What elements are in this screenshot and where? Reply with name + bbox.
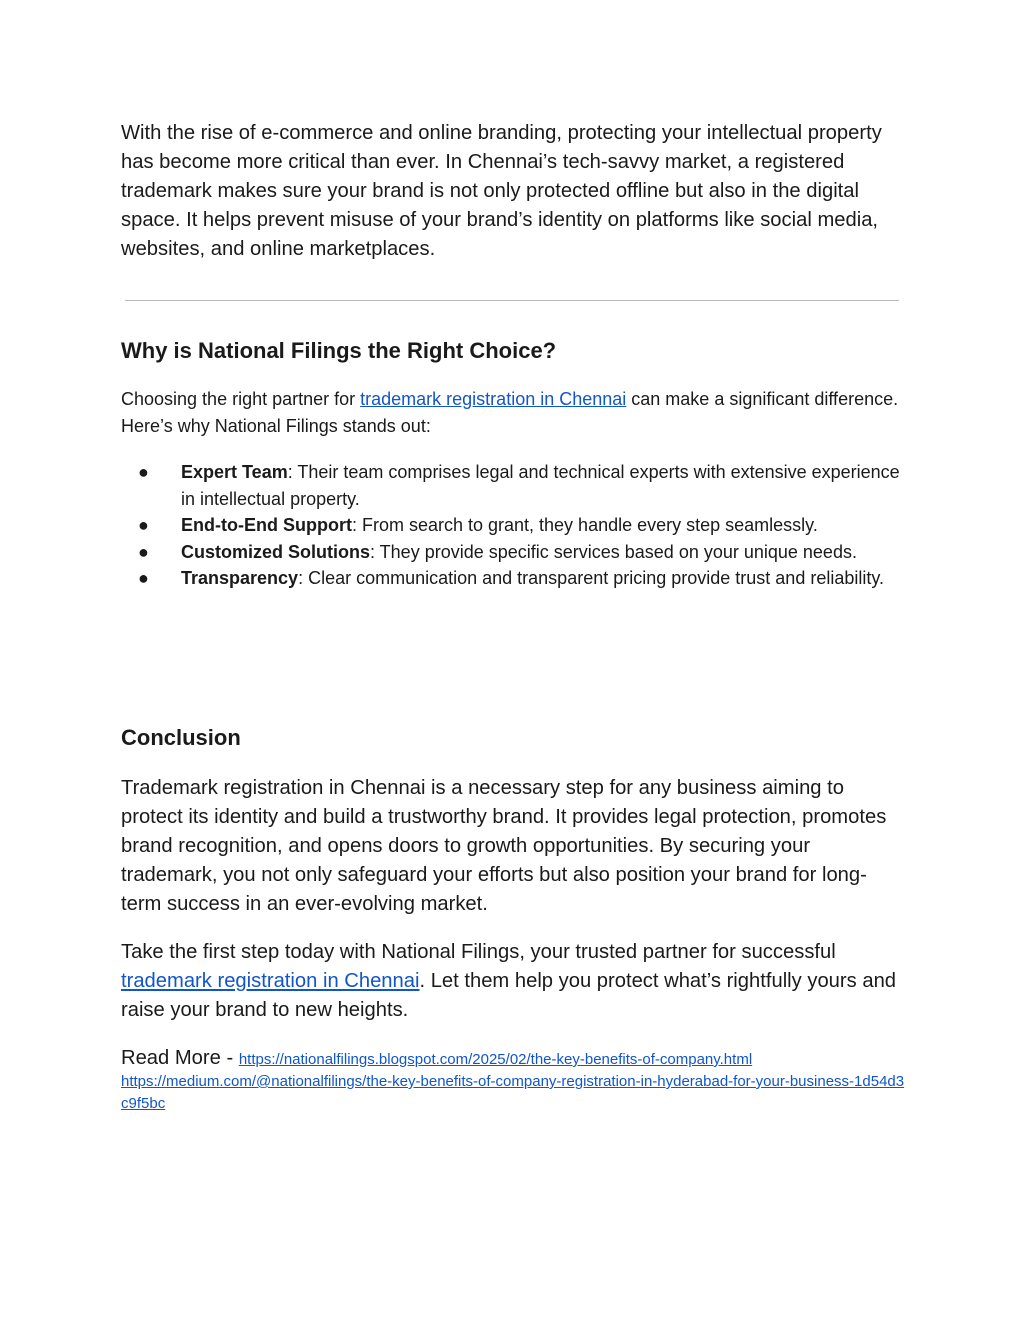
bullet-text: : Their team comprises legal and technical experts with extensive experience in intellectual property. [181,462,900,509]
medium-link[interactable]: https://medium.com/@nationalfilings/the-key-benefits-of-company-registration-in-hyderabad-for-your-business-1d54d3c9f5bc [121,1073,905,1112]
list-item [121,539,906,566]
why-intro-before: Choosing the right partner for [121,389,361,409]
intro-paragraph: With the rise of e-commerce and online branding, protecting your intellectual property has become more critical than ever. In Chennai’s tech-savvy market, a registered trademark makes sure your brand is not only protected offline but also in the digital space. It helps prevent misuse of your brand’s identity on platforms like social media, websites, and online marketplaces. [121,122,882,260]
bullet-icon: ● [138,568,149,589]
bullet-title: Transparency [181,568,299,589]
bullet-text: : Clear communication and transparent pricing provide trust and reliability. [298,568,885,589]
list-item [121,459,906,512]
bullet-text: : They provide specific services based on your unique needs. [370,541,857,562]
bullet-text: : From search to grant, they handle every step seamlessly. [351,515,818,536]
why-heading: Why is National Filings the Right Choice? [121,338,557,363]
horizontal-divider [125,300,899,301]
cta-trademark-link[interactable]: trademark registration in Chennai [121,970,420,992]
bullet-title: End-to-End Support [181,515,352,536]
conclusion-heading: Conclusion [121,725,241,750]
why-intro-after: can make a significant difference. Here’s why National Filings stands out: [121,389,899,436]
read-more-block [121,1045,911,1115]
read-more-label: Read More - [121,1047,239,1069]
trademark-registration-link[interactable]: trademark registration in Chennai [360,389,627,409]
cta-paragraph [121,938,906,1025]
why-intro-paragraph [121,386,906,439]
bullet-icon: ● [138,541,149,562]
bullet-icon: ● [138,462,149,482]
list-item [121,512,906,539]
conclusion-paragraph: Trademark registration in Chennai is a necessary step for any business aiming to protect its identity and build a trustworthy brand. It provides legal protection, promotes brand recognition, and opens doors to growth opportunities. By securing your trademark, you not only safeguard your efforts but also position your brand for long-term success in an ever-evolving market. [121,777,887,915]
blogspot-link[interactable]: https://nationalfilings.blogspot.com/2025/02/the-key-benefits-of-company.html [238,1051,753,1068]
reasons-list [121,459,906,592]
bullet-icon: ● [138,515,149,536]
cta-before: Take the first step today with National Filings, your trusted partner for successful [121,941,836,963]
list-item [121,565,906,592]
bullet-title: Customized Solutions [181,541,370,562]
cta-after: . Let them help you protect what’s rightfully yours and raise your brand to new heights. [121,970,897,1021]
bullet-title: Expert Team [181,462,288,482]
